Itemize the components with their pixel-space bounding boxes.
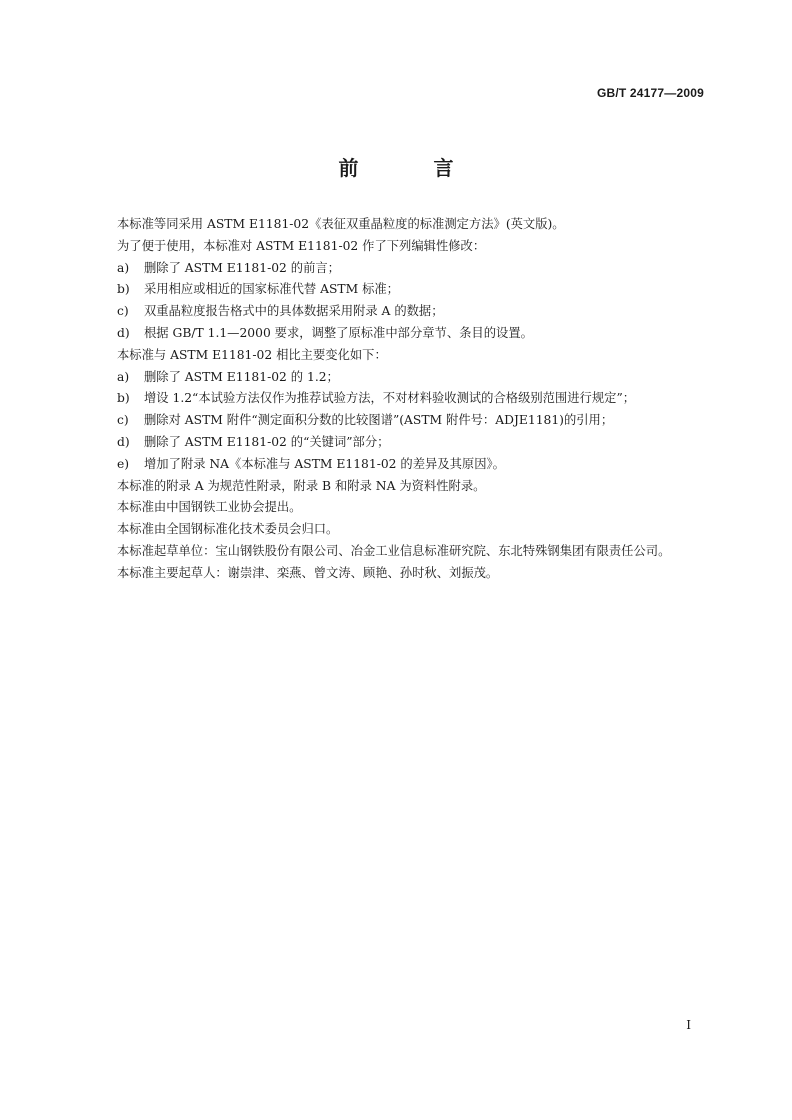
list-item-label: d) [117,325,130,340]
list-item [117,432,706,454]
list-item-text: 增加了附录 NA《本标准与 ASTM E1181-02 的差异及其原因》。 [144,456,505,471]
list-item [117,367,706,389]
paragraph-drafting-units: 本标准起草单位：宝山钢铁股份有限公司、冶金工业信息标准研究院、东北特殊钢集团有限责任公司。 [117,543,671,558]
list-item-text: 双重晶粒度报告格式中的具体数据采用附录 A 的数据； [144,304,444,319]
list-item-label: c) [117,413,129,428]
paragraph-main-changes-intro: 本标准与 ASTM E1181-02 相比主要变化如下： [117,347,387,362]
foreword-body [92,214,706,585]
list-item-label: a) [117,369,130,384]
paragraph-edit-intro: 为了便于使用，本标准对 ASTM E1181-02 作了下列编辑性修改： [117,238,486,253]
list-item-text: 删除了 ASTM E1181-02 的前言； [144,260,340,275]
list-item-label: e) [117,456,130,471]
list-item-text: 删除了 ASTM E1181-02 的 1.2； [144,369,339,384]
list-item-text: 采用相应或相近的国家标准代替 ASTM 标准； [144,282,399,297]
list-item-label: b) [117,282,130,297]
list-item-label: a) [117,260,130,275]
list-item-label: b) [117,391,130,406]
list-item-text: 删除了 ASTM E1181-02 的“关键词”部分； [144,434,390,449]
edit-changes-list [92,258,706,345]
paragraph-proposer: 本标准由中国钢铁工业协会提出。 [117,500,302,515]
list-item [117,258,706,280]
paragraph-drafters: 本标准主要起草人：谢崇津、栾燕、曾文涛、顾艳、孙时秋、刘振茂。 [117,565,499,580]
paragraph-adoption: 本标准等同采用 ASTM E1181-02《表征双重晶粒度的标准测定方法》(英文版)。 [117,217,565,231]
list-item [117,388,706,410]
page-number: I [686,1018,691,1032]
page-title: 前 言 [338,156,488,180]
list-item [117,410,706,432]
paragraph-annexes: 本标准的附录 A 为规范性附录，附录 B 和附录 NA 为资料性附录。 [117,478,486,493]
list-item-text: 根据 GB/T 1.1—2000 要求，调整了原标准中部分章节、条目的设置。 [144,325,533,340]
list-item [117,454,706,476]
list-item-text: 删除对 ASTM 附件“测定面积分数的比较图谱”(ASTM 附件号：ADJE1181)的引用； [144,413,614,428]
list-item [117,279,706,301]
list-item-label: d) [117,434,130,449]
list-item [117,323,706,345]
list-item [117,301,706,323]
main-changes-list [92,367,706,476]
list-item-label: c) [117,304,129,319]
standard-code: GB/T 24177—2009 [596,86,704,100]
list-item-text: 增设 1.2“本试验方法仅作为推荐试验方法，不对材料验收测试的合格级别范围进行规定”； [144,391,636,406]
paragraph-responsible-committee: 本标准由全国钢标准化技术委员会归口。 [117,522,339,537]
